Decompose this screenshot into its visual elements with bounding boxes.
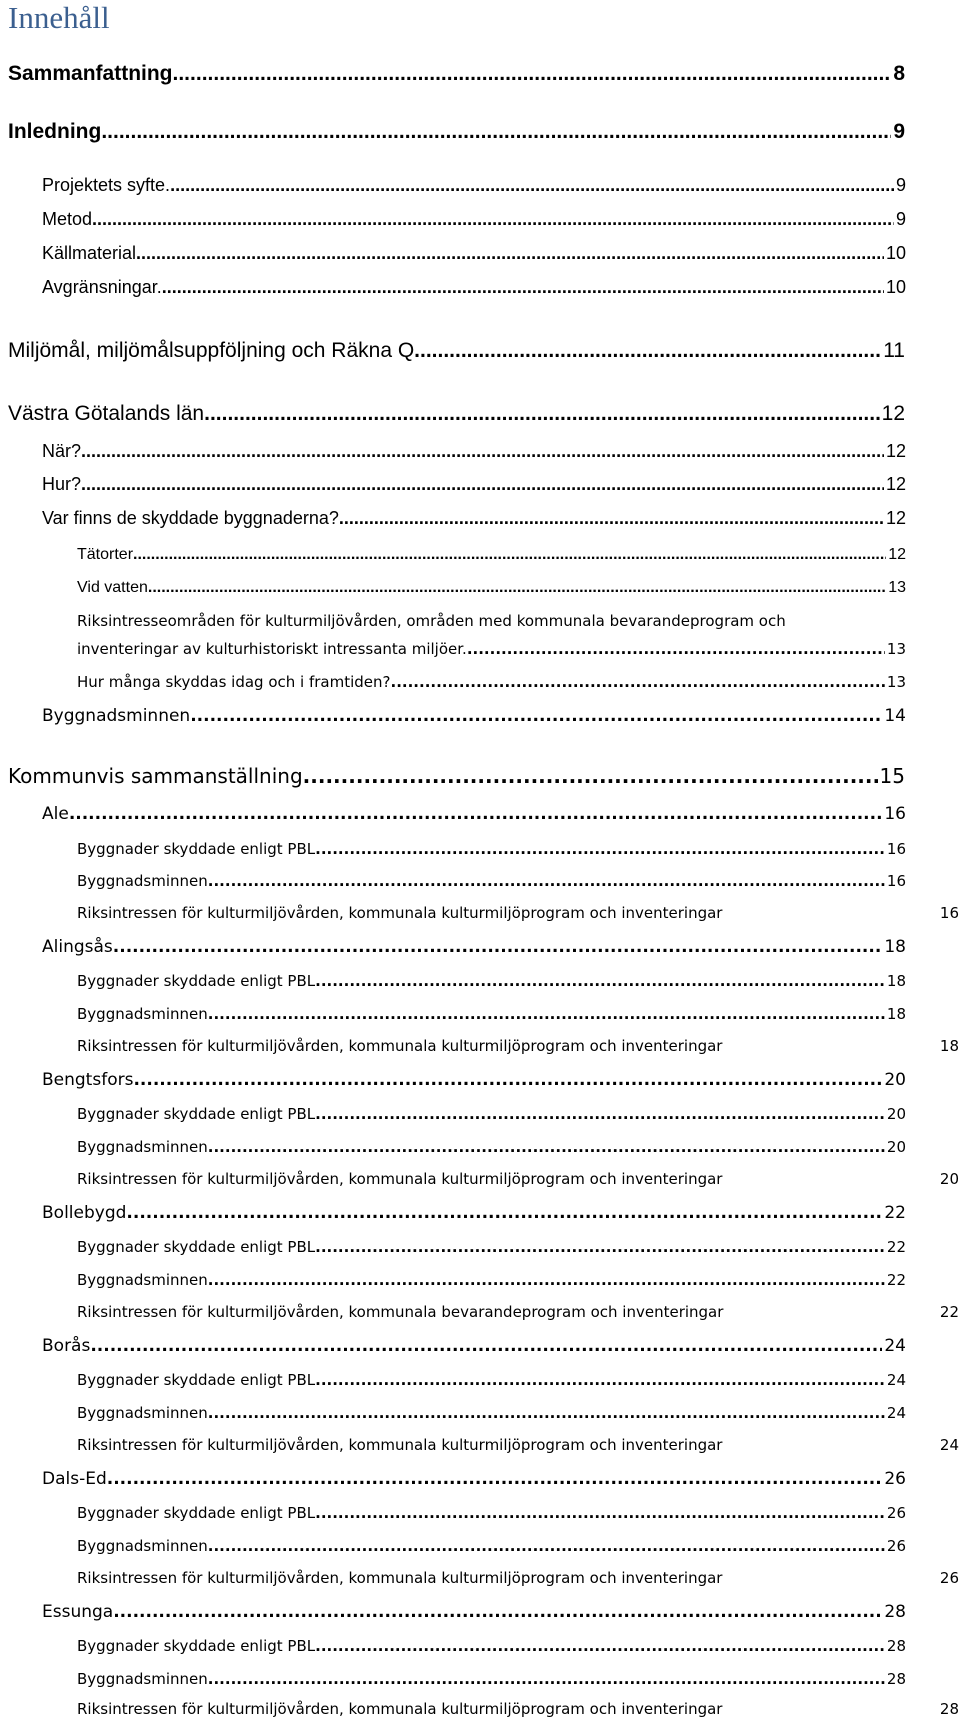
toc-entry-text: Byggnader skyddade enligt PBL	[77, 1637, 316, 1655]
toc-entry-var-finns[interactable]	[42, 508, 906, 529]
toc-entry-dals-ed-byggnadsminnen[interactable]	[77, 1537, 906, 1555]
toc-page-number: 20	[939, 1170, 959, 1188]
toc-entry-essunga-pbl[interactable]	[77, 1637, 906, 1655]
toc-leader	[208, 1404, 885, 1422]
toc-page-number: 18	[886, 972, 906, 990]
toc-entry-kommunvis[interactable]	[8, 764, 905, 788]
toc-leader	[208, 1537, 885, 1555]
toc-entry-text: Hur?	[42, 474, 82, 494]
toc-entry-kallmaterial[interactable]	[42, 243, 906, 264]
toc-leader	[170, 175, 894, 196]
toc-page-number: 13	[886, 673, 906, 691]
toc-entry-text: Byggnadsminnen	[77, 872, 208, 890]
toc-page-number: 22	[886, 1271, 906, 1289]
toc-entry-text: Byggnadsminnen	[77, 1138, 208, 1156]
toc-page-number: 26	[884, 1469, 906, 1489]
toc-entry-text: Byggnadsminnen	[42, 706, 191, 726]
toc-entry-text: Byggnadsminnen	[77, 1271, 208, 1289]
toc-page-number: 22	[939, 1303, 959, 1321]
toc-page-number: 16	[886, 840, 906, 858]
toc-leader	[339, 508, 884, 529]
toc-leader	[190, 706, 882, 726]
toc-entry-text: Alingsås	[42, 937, 113, 957]
toc-page-number: 12	[881, 402, 905, 425]
toc-entry-sammanfattning[interactable]	[8, 62, 905, 86]
toc-entry-essunga[interactable]	[42, 1602, 906, 1622]
toc-entry-bollebygd-byggnadsminnen[interactable]	[77, 1271, 906, 1289]
toc-page-number: 28	[939, 1700, 959, 1718]
toc-entry-essunga-riksintressen[interactable]	[77, 1700, 959, 1718]
toc-entry-bollebygd[interactable]	[42, 1203, 906, 1223]
toc-leader	[148, 579, 886, 597]
toc-entry-text: Byggnader skyddade enligt PBL	[77, 1105, 316, 1123]
toc-leader	[90, 1336, 882, 1356]
toc-page-number: 16	[886, 872, 906, 890]
toc-entry-text: Byggnader skyddade enligt PBL	[77, 972, 316, 990]
toc-leader	[208, 1005, 885, 1023]
toc-leader	[208, 1271, 885, 1289]
toc-page-number: 28	[886, 1637, 906, 1655]
toc-page-number: 12	[885, 474, 906, 494]
toc-entry-vastra-gotalands-lan[interactable]	[8, 402, 905, 426]
toc-entry-text: Riksintressen för kulturmiljövården, kommunala kulturmiljöprogram och inventeringar	[77, 1436, 723, 1454]
toc-entry-text: Riksintressen för kulturmiljövården, kommunala kulturmiljöprogram och inventeringar	[77, 1700, 723, 1718]
toc-entry-ale-pbl[interactable]	[77, 840, 906, 858]
toc-entry-text: Bollebygd	[42, 1203, 127, 1223]
toc-entry-text: Källmaterial	[42, 243, 137, 263]
toc-entry-bengtsfors-pbl[interactable]	[77, 1105, 906, 1123]
toc-page-number: 26	[886, 1537, 906, 1555]
toc-leader	[113, 937, 883, 957]
toc-entry-bengtsfors-riksintressen[interactable]	[77, 1170, 959, 1188]
toc-entry-ale-riksintressen[interactable]	[77, 904, 959, 922]
toc-page-number: 12	[885, 441, 906, 461]
toc-entry-alingsas-pbl[interactable]	[77, 972, 906, 990]
toc-page-number: 14	[884, 706, 906, 726]
toc-page-number: 8	[893, 62, 905, 85]
toc-entry-text: Byggnadsminnen	[77, 1537, 208, 1555]
toc-page-number: 26	[886, 1504, 906, 1522]
toc-page-number: 20	[886, 1105, 906, 1123]
toc-entry-text: Essunga	[42, 1602, 114, 1622]
toc-entry-text: Byggnader skyddade enligt PBL	[77, 1504, 316, 1522]
toc-leader	[173, 62, 892, 86]
toc-leader	[208, 1670, 885, 1688]
toc-leader	[133, 1070, 882, 1090]
toc-entry-text: Riksintressen för kulturmiljövården, kommunala kulturmiljöprogram och inventeringar	[77, 1037, 723, 1055]
toc-leader	[315, 1238, 885, 1256]
toc-leader	[126, 1203, 882, 1223]
toc-page-number: 22	[886, 1238, 906, 1256]
toc-leader	[92, 209, 894, 230]
toc-leader	[101, 120, 891, 144]
toc-entry-text: Byggnader skyddade enligt PBL	[77, 1238, 316, 1256]
toc-entry-text: Projektets syfte.	[42, 175, 171, 195]
toc-entry-text: Byggnadsminnen	[77, 1670, 208, 1688]
toc-entry-text: Riksintressen för kulturmiljövården, kommunala kulturmiljöprogram och inventeringar	[77, 1569, 723, 1587]
toc-leader	[162, 277, 884, 298]
toc-leader	[315, 840, 885, 858]
toc-leader	[208, 872, 885, 890]
toc-page-number: 12	[888, 546, 906, 563]
toc-page-number: 26	[939, 1569, 959, 1587]
toc-leader	[69, 804, 883, 824]
toc-entry-text: Vid vatten	[77, 579, 148, 596]
toc-entry-text: Dals-Ed	[42, 1469, 107, 1489]
toc-entry-boras-riksintressen[interactable]	[77, 1436, 959, 1454]
toc-leader	[113, 1602, 882, 1622]
toc-entry-text: Hur många skyddas idag och i framtiden?	[77, 673, 391, 691]
toc-entry-text: Byggnadsminnen	[77, 1404, 208, 1422]
toc-page-number: 16	[939, 904, 959, 922]
toc-entry-text: Inledning	[8, 120, 102, 143]
toc-leader	[303, 764, 878, 788]
toc-entry-bollebygd-pbl[interactable]	[77, 1238, 906, 1256]
toc-entry-miljomal[interactable]	[8, 339, 905, 363]
toc-entry-text: Ale	[42, 804, 69, 824]
toc-entry-text: Riksintressen för kulturmiljövården, kommunala kulturmiljöprogram och inventeringar	[77, 1170, 723, 1188]
toc-entry-hur-manga[interactable]	[77, 673, 906, 691]
toc-page-number: 11	[883, 339, 905, 362]
toc-entry-text: Riksintressen för kulturmiljövården, kommunala kulturmiljöprogram och inventeringar	[77, 904, 723, 922]
toc-page-number: 24	[884, 1336, 906, 1356]
toc-entry-inledning[interactable]	[8, 120, 905, 144]
toc-entry-text: Byggnadsminnen	[77, 1005, 208, 1023]
toc-page-number: 24	[939, 1436, 959, 1454]
toc-entry-text: Avgränsningar.	[42, 277, 162, 297]
toc-leader	[391, 673, 885, 691]
toc-page-number: 16	[884, 804, 906, 824]
toc-entry-avgransningar[interactable]	[42, 277, 906, 298]
toc-page-number: 28	[886, 1670, 906, 1688]
toc-leader	[414, 339, 881, 363]
toc-page-number: 9	[893, 120, 905, 143]
toc-page-number: 13	[886, 640, 906, 658]
toc-entry-text: Västra Götalands län	[8, 402, 205, 425]
toc-page-number: 18	[886, 1005, 906, 1023]
toc-entry-projektets-syfte[interactable]	[42, 175, 906, 196]
toc-entry-text: Kommunvis sammanställning	[8, 764, 303, 788]
toc-page-number: 10	[885, 277, 906, 297]
toc-entry-dals-ed-pbl[interactable]	[77, 1504, 906, 1522]
toc-page-number: 24	[886, 1371, 906, 1389]
toc-entry-riksintresseomraden-line1[interactable]: Riksintresseområden för kulturmiljövården, områden med kommunala bevarandeprogram och	[77, 612, 786, 630]
toc-page-number: 13	[888, 579, 906, 596]
toc-entry-bollebygd-riksintressen[interactable]	[77, 1303, 959, 1321]
toc-page-number: 10	[885, 243, 906, 263]
toc-leader	[133, 546, 886, 564]
toc-page-number: 20	[884, 1070, 906, 1090]
toc-entry-essunga-byggnadsminnen[interactable]	[77, 1670, 906, 1688]
toc-leader	[81, 441, 884, 462]
toc-entry-riksintresseomraden[interactable]	[77, 640, 906, 658]
toc-leader	[204, 402, 880, 426]
toc-entry-byggnadsminnen[interactable]	[42, 706, 906, 726]
toc-entry-tatorter[interactable]	[77, 546, 906, 564]
toc-page-number: 28	[884, 1602, 906, 1622]
toc-leader	[467, 640, 885, 658]
toc-entry-alingsas-riksintressen[interactable]	[77, 1037, 959, 1055]
toc-entry-metod[interactable]	[42, 209, 906, 230]
toc-leader	[315, 1504, 885, 1522]
toc-entry-boras[interactable]	[42, 1336, 906, 1356]
toc-entry-alingsas-byggnadsminnen[interactable]	[77, 1005, 906, 1023]
toc-page-number: 20	[886, 1138, 906, 1156]
toc-leader	[315, 1105, 885, 1123]
toc-entry-text: Byggnader skyddade enligt PBL	[77, 840, 316, 858]
toc-page-number: 24	[886, 1404, 906, 1422]
toc-entry-text: Riksintressen för kulturmiljövården, kommunala bevarandeprogram och inventeringar	[77, 1303, 724, 1321]
toc-entry-text: Borås	[42, 1336, 91, 1356]
toc-leader	[315, 1637, 885, 1655]
toc-page-number: 18	[884, 937, 906, 957]
toc-entry-boras-pbl[interactable]	[77, 1371, 906, 1389]
toc-entry-dals-ed-riksintressen[interactable]	[77, 1569, 959, 1587]
toc-entry-text: Byggnader skyddade enligt PBL	[77, 1371, 316, 1389]
toc-entry-text: Tätorter	[77, 546, 134, 563]
toc-entry-text: inventeringar av kulturhistoriskt intressanta miljöer.	[77, 640, 467, 658]
toc-leader	[81, 474, 884, 495]
toc-page-number: 9	[895, 209, 906, 229]
toc-entry-nar[interactable]	[42, 441, 906, 462]
toc-entry-alingsas[interactable]	[42, 937, 906, 957]
toc-entry-bengtsfors[interactable]	[42, 1070, 906, 1090]
toc-leader	[315, 1371, 885, 1389]
toc-leader	[107, 1469, 883, 1489]
toc-page-number: 12	[885, 508, 906, 528]
toc-entry-text: Metod	[42, 209, 93, 229]
toc-entry-vid-vatten[interactable]	[77, 579, 906, 597]
toc-leader	[208, 1138, 885, 1156]
toc-entry-ale-byggnadsminnen[interactable]	[77, 872, 906, 890]
toc-entry-text: Miljömål, miljömålsuppföljning och Räkna Q	[8, 339, 415, 362]
toc-page-number: 18	[939, 1037, 959, 1055]
toc-entry-dals-ed[interactable]	[42, 1469, 906, 1489]
toc-entry-bengtsfors-byggnadsminnen[interactable]	[77, 1138, 906, 1156]
toc-heading: Innehåll	[8, 0, 110, 35]
toc-page-number: 9	[895, 175, 906, 195]
toc-entry-text: Bengtsfors	[42, 1070, 134, 1090]
toc-entry-text: Sammanfattning	[8, 62, 173, 85]
toc-entry-hur[interactable]	[42, 474, 906, 495]
toc-leader	[315, 972, 885, 990]
toc-entry-ale[interactable]	[42, 804, 906, 824]
toc-entry-text: När?	[42, 441, 82, 461]
toc-page-number: 22	[884, 1203, 906, 1223]
toc-entry-boras-byggnadsminnen[interactable]	[77, 1404, 906, 1422]
toc-leader	[136, 243, 884, 264]
toc-page-number: 15	[879, 764, 905, 788]
toc-entry-text: Var finns de skyddade byggnaderna?	[42, 508, 339, 528]
